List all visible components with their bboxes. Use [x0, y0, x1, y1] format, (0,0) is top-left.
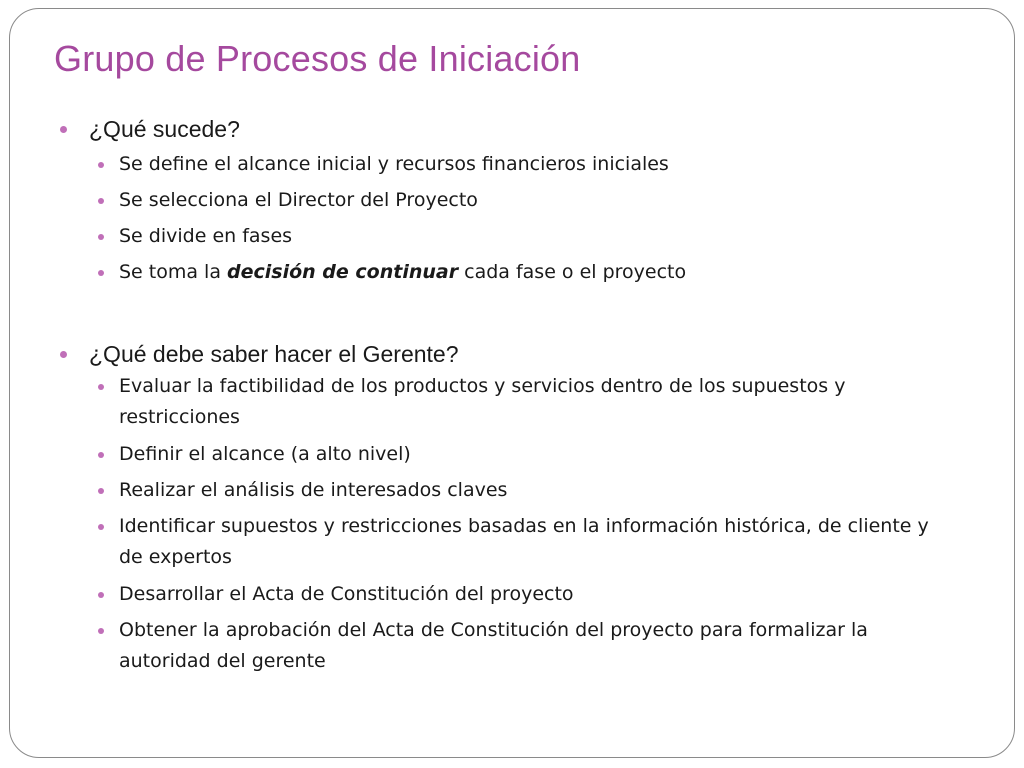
list-item-text: Realizar el análisis de interesados claves — [119, 479, 508, 501]
section-heading-text: ¿Qué sucede? — [89, 116, 240, 142]
list-item — [60, 511, 940, 573]
list-item — [60, 221, 940, 251]
list-item — [60, 579, 940, 609]
list-item — [60, 439, 940, 469]
bullet-icon — [98, 162, 104, 168]
bullet-icon — [60, 351, 67, 358]
list-item — [60, 257, 940, 287]
section-heading-que-debe-saber — [60, 339, 940, 369]
bullet-icon — [98, 592, 104, 598]
list-item — [60, 185, 940, 215]
emphasis-text: decisión de continuar — [227, 261, 459, 283]
bullet-icon — [98, 628, 104, 634]
list-item-text: Se selecciona el Director del Proyecto — [119, 189, 478, 211]
list-item — [60, 475, 940, 505]
list-item-text: Obtener la aprobación del Acta de Constitución del proyecto para formalizar la autoridad del gerente — [119, 619, 868, 672]
list-item-text: Identificar supuestos y restricciones basadas en la información histórica, de cliente y de expertos — [119, 515, 929, 568]
list-item-text-pre: Se toma la — [119, 261, 228, 283]
bullet-icon — [98, 452, 104, 458]
bullet-icon — [98, 384, 104, 390]
bullet-icon — [98, 488, 104, 494]
list-item-text: Se define el alcance inicial y recursos financieros iniciales — [119, 153, 669, 175]
list-item — [60, 615, 940, 677]
section-heading-que-sucede — [60, 114, 940, 144]
bullet-icon — [98, 270, 104, 276]
slide-content — [60, 110, 940, 677]
list-item-text: Definir el alcance (a alto nivel) — [119, 443, 411, 465]
list-item-text: Evaluar la factibilidad de los productos y servicios dentro de los supuestos y restricciones — [119, 375, 846, 428]
list-item-text: Desarrollar el Acta de Constitución del proyecto — [119, 583, 574, 605]
bullet-icon — [98, 234, 104, 240]
list-item-text-post: cada fase o el proyecto — [458, 261, 687, 283]
bullet-icon — [60, 126, 67, 133]
section-heading-text: ¿Qué debe saber hacer el Gerente? — [89, 341, 459, 367]
list-item — [60, 149, 940, 179]
list-item — [60, 371, 940, 433]
bullet-icon — [98, 524, 104, 530]
list-item-text: Se divide en fases — [119, 225, 293, 247]
bullet-icon — [98, 198, 104, 204]
slide-title: Grupo de Procesos de Iniciación — [54, 38, 581, 79]
